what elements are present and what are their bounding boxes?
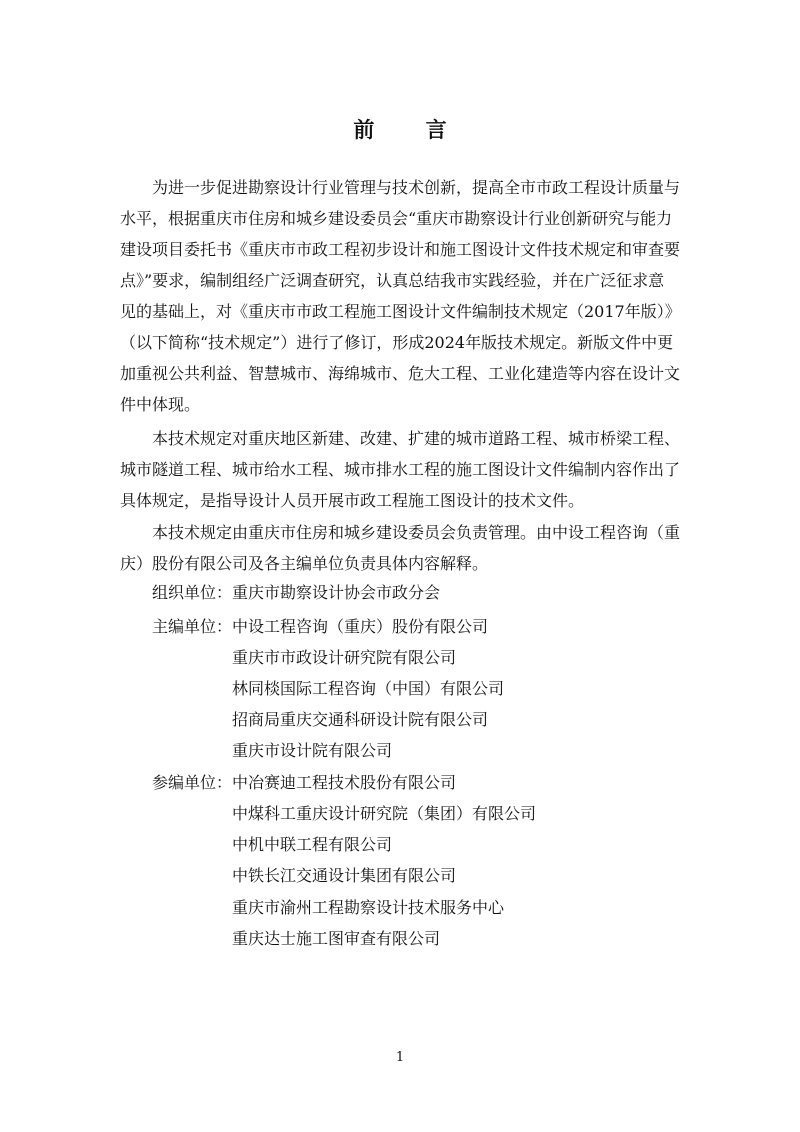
participant-name: 重庆市渝州工程勘察设计技术服务中心 <box>232 898 505 917</box>
page-number: 1 <box>395 1050 405 1065</box>
chief-editors-label: 主编单位： <box>152 617 233 636</box>
participant-row <box>152 804 536 824</box>
chief-editor-row <box>152 679 504 699</box>
participant-name: 中煤科工重庆设计研究院（集团）有限公司 <box>232 804 537 823</box>
paragraph-line: 具体规定，是指导设计人员开展市政工程施工图设计的技术文件。 <box>120 491 585 510</box>
paragraph-line: 件中体现。 <box>120 395 201 414</box>
paragraph-line: （以下简称“技术规定”）进行了修订，形成2024年版技术规定。新版文件中更 <box>120 333 674 352</box>
intro-paragraph-1 <box>120 172 686 420</box>
organizer-row <box>152 583 440 603</box>
participant-row <box>152 773 456 793</box>
organizer-name: 重庆市勘察设计协会市政分会 <box>232 583 441 602</box>
chief-editor-name: 林同棪国际工程咨询（中国）有限公司 <box>232 679 505 698</box>
chief-editor-row <box>152 710 488 730</box>
participant-row <box>152 929 440 949</box>
paragraph-line: 水平，根据重庆市住房和城乡建设委员会“重庆市勘察设计行业创新研究与能力 <box>120 209 673 228</box>
paragraph-line: 庆）股份有限公司及各主编单位负责具体内容解释。 <box>120 554 489 573</box>
participant-row <box>152 835 392 855</box>
paragraph-line: 为进一步促进勘察设计行业管理与技术创新，提高全市市政工程设计质量与 <box>120 178 681 197</box>
paragraph-line: 加重视公共利益、智慧城市、海绵城市、危大工程、工业化建造等内容在设计文 <box>120 364 681 383</box>
chief-editor-name: 重庆市设计院有限公司 <box>232 741 393 760</box>
chief-editor-name: 重庆市市政设计研究院有限公司 <box>232 648 457 667</box>
chief-editor-row <box>152 648 456 668</box>
paragraph-line: 本技术规定由重庆市住房和城乡建设委员会负责管理。由中设工程咨询（重 <box>120 523 681 542</box>
paragraph-line: 见的基础上，对《重庆市市政工程施工图设计文件编制技术规定（2017年版）》 <box>120 302 681 321</box>
intro-paragraph-3 <box>120 517 686 579</box>
paragraph-line: 点》”要求，编制组经广泛调查研究，认真总结我市实践经验，并在广泛征求意 <box>120 271 665 290</box>
paragraph-line: 城市隧道工程、城市给水工程、城市排水工程的施工图设计文件编制内容作出了 <box>120 460 681 479</box>
chief-editor-row <box>152 741 392 761</box>
participant-name: 中机中联工程有限公司 <box>232 835 393 854</box>
participant-name: 中铁长江交通设计集团有限公司 <box>232 866 457 885</box>
organizer-label: 组织单位： <box>152 583 233 602</box>
participants-label: 参编单位： <box>152 773 233 792</box>
participant-row <box>152 898 504 918</box>
participant-name: 重庆达士施工图审查有限公司 <box>232 929 441 948</box>
paragraph-line: 本技术规定对重庆地区新建、改建、扩建的城市道路工程、城市桥梁工程、 <box>120 429 681 448</box>
chief-editor-name: 中设工程咨询（重庆）股份有限公司 <box>232 617 489 636</box>
participant-row <box>152 866 456 886</box>
paragraph-line: 建设项目委托书《重庆市市政工程初步设计和施工图设计文件技术规定和审查要 <box>120 240 681 259</box>
chief-editor-row <box>152 617 488 637</box>
page-title: 前 言 <box>353 117 469 142</box>
intro-paragraph-2 <box>120 423 686 516</box>
participant-name: 中冶赛迪工程技术股份有限公司 <box>232 773 457 792</box>
chief-editor-name: 招商局重庆交通科研设计院有限公司 <box>232 710 489 729</box>
